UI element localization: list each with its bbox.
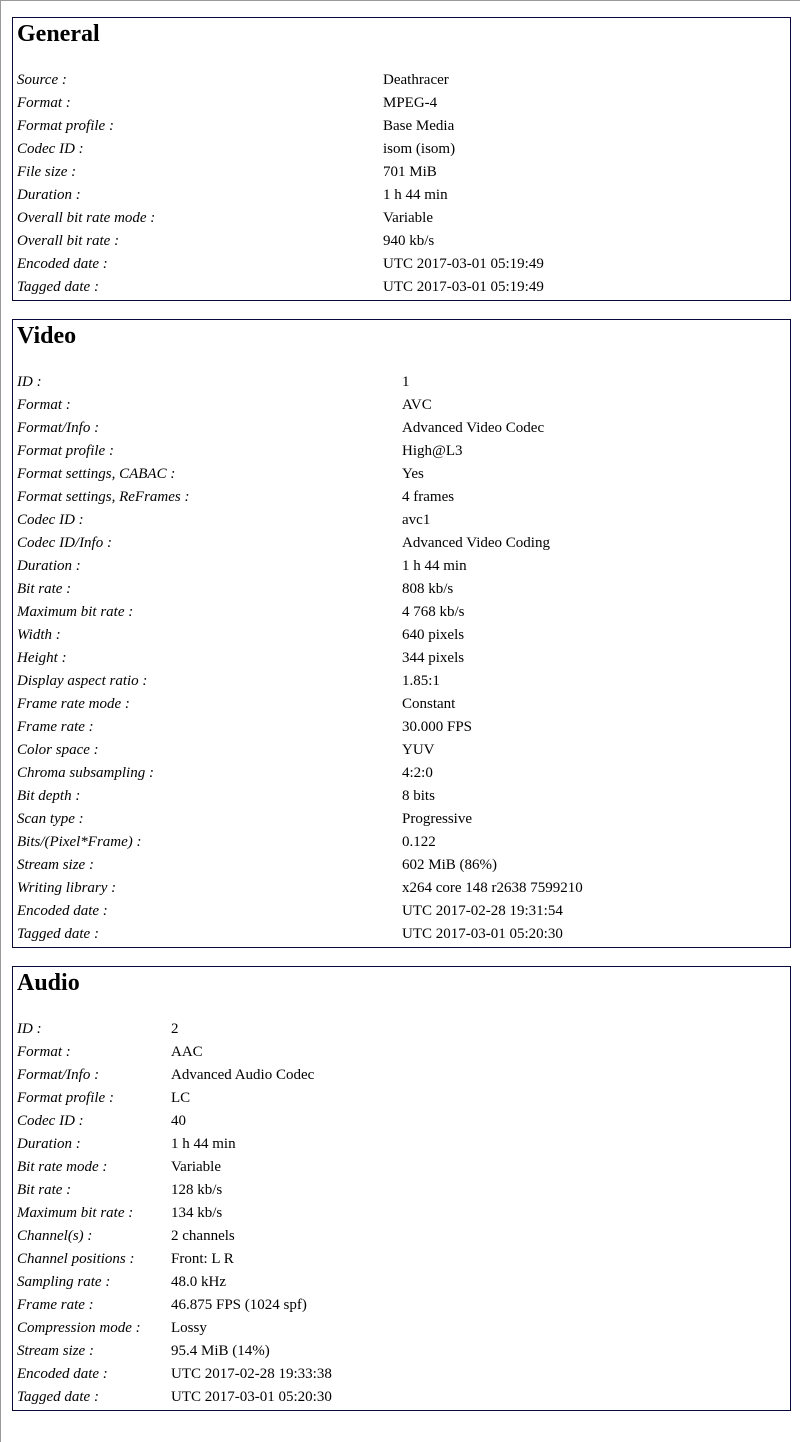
property-value: 4:2:0 [402, 765, 433, 781]
property-label: Codec ID : [17, 512, 84, 528]
property-label: Scan type : [17, 811, 84, 827]
property-label: Format profile : [17, 118, 114, 134]
property-row [17, 161, 786, 184]
property-row [17, 624, 786, 647]
property-value: Constant [402, 696, 456, 712]
property-row [17, 1110, 786, 1133]
property-row [17, 762, 786, 785]
property-value: x264 core 148 r2638 7599210 [402, 880, 583, 896]
property-label: Duration : [17, 187, 81, 203]
property-row [17, 69, 786, 92]
property-list [17, 1018, 786, 1409]
property-label: Channel positions : [17, 1251, 135, 1267]
property-label: Encoded date : [17, 903, 108, 919]
property-value: 1.85:1 [402, 673, 440, 689]
property-row [17, 1363, 786, 1386]
video-section [12, 319, 791, 948]
property-row [17, 670, 786, 693]
property-label: Display aspect ratio : [17, 673, 148, 689]
property-value: AVC [402, 397, 432, 413]
property-label: Maximum bit rate : [17, 1205, 134, 1221]
property-row [17, 900, 786, 923]
property-row [17, 578, 786, 601]
property-value: 640 pixels [402, 627, 465, 643]
property-value: UTC 2017-02-28 19:33:38 [171, 1366, 332, 1382]
property-value: 2 [171, 1021, 179, 1037]
property-row [17, 808, 786, 831]
property-value: 344 pixels [402, 650, 465, 666]
property-value: 95.4 MiB (14%) [171, 1343, 270, 1359]
property-label: ID : [17, 1021, 42, 1037]
property-label: Channel(s) : [17, 1228, 93, 1244]
property-row [17, 923, 786, 946]
property-row [17, 1271, 786, 1294]
property-value: Advanced Video Coding [402, 535, 550, 551]
property-value: UTC 2017-03-01 05:20:30 [402, 926, 563, 942]
property-label: Sampling rate : [17, 1274, 111, 1290]
property-value: 46.875 FPS (1024 spf) [171, 1297, 307, 1313]
property-value: 1 h 44 min [402, 558, 467, 574]
property-label: Color space : [17, 742, 99, 758]
property-row [17, 509, 786, 532]
property-value: UTC 2017-02-28 19:31:54 [402, 903, 563, 919]
property-row [17, 394, 786, 417]
property-label: Source : [17, 72, 67, 88]
property-value: 8 bits [402, 788, 435, 804]
audio-section [12, 966, 791, 1411]
section-title: General [17, 21, 100, 47]
property-row [17, 693, 786, 716]
property-value: 940 kb/s [383, 233, 435, 249]
property-label: Writing library : [17, 880, 117, 896]
property-label: Bit depth : [17, 788, 81, 804]
property-label: Chroma subsampling : [17, 765, 154, 781]
property-label: Format profile : [17, 1090, 114, 1106]
property-value: UTC 2017-03-01 05:20:30 [171, 1389, 332, 1405]
property-value: 128 kb/s [171, 1182, 223, 1198]
property-label: Format/Info : [17, 420, 100, 436]
property-label: Codec ID/Info : [17, 535, 112, 551]
property-row [17, 716, 786, 739]
property-row [17, 184, 786, 207]
property-label: Tagged date : [17, 926, 99, 942]
property-value: AAC [171, 1044, 203, 1060]
property-row [17, 417, 786, 440]
property-label: Frame rate : [17, 1297, 94, 1313]
property-value: 2 channels [171, 1228, 235, 1244]
property-row [17, 371, 786, 394]
property-row [17, 1386, 786, 1409]
property-value: Variable [171, 1159, 221, 1175]
property-label: Frame rate : [17, 719, 94, 735]
property-label: Duration : [17, 1136, 81, 1152]
property-row [17, 1340, 786, 1363]
property-label: Duration : [17, 558, 81, 574]
property-label: Format : [17, 397, 71, 413]
property-value: High@L3 [402, 443, 463, 459]
property-row [17, 854, 786, 877]
property-label: Overall bit rate : [17, 233, 120, 249]
property-label: Codec ID : [17, 141, 84, 157]
property-row [17, 1087, 786, 1110]
property-label: Format : [17, 1044, 71, 1060]
property-row [17, 230, 786, 253]
property-row [17, 486, 786, 509]
property-row [17, 1294, 786, 1317]
property-label: Bit rate : [17, 1182, 72, 1198]
property-list [17, 69, 786, 299]
section-title: Video [17, 323, 77, 349]
property-value: Base Media [383, 118, 455, 134]
property-label: Overall bit rate mode : [17, 210, 156, 226]
property-value: 40 [171, 1113, 186, 1129]
property-row [17, 463, 786, 486]
property-label: Format settings, ReFrames : [17, 489, 190, 505]
property-row [17, 647, 786, 670]
property-value: 701 MiB [383, 164, 437, 180]
property-label: Bit rate : [17, 581, 72, 597]
property-row [17, 601, 786, 624]
property-label: Format/Info : [17, 1067, 100, 1083]
property-row [17, 138, 786, 161]
property-value: 30.000 FPS [402, 719, 473, 735]
property-value: Advanced Audio Codec [171, 1067, 315, 1083]
property-label: Encoded date : [17, 1366, 108, 1382]
property-value: 602 MiB (86%) [402, 857, 497, 873]
property-label: ID : [17, 374, 42, 390]
property-label: Bits/(Pixel*Frame) : [17, 834, 142, 850]
property-row [17, 739, 786, 762]
property-row [17, 785, 786, 808]
property-label: Compression mode : [17, 1320, 141, 1336]
property-row [17, 1064, 786, 1087]
property-value: Lossy [171, 1320, 207, 1336]
property-row [17, 1156, 786, 1179]
property-value: Front: L R [171, 1251, 234, 1267]
property-row [17, 1133, 786, 1156]
property-label: Codec ID : [17, 1113, 84, 1129]
property-label: Format : [17, 95, 71, 111]
property-label: Maximum bit rate : [17, 604, 134, 620]
property-value: 4 frames [402, 489, 455, 505]
property-label: Tagged date : [17, 1389, 99, 1405]
property-row [17, 92, 786, 115]
property-row [17, 555, 786, 578]
property-row [17, 440, 786, 463]
property-value: 1 [402, 374, 410, 390]
property-row [17, 1248, 786, 1271]
property-row [17, 1018, 786, 1041]
property-label: Tagged date : [17, 279, 99, 295]
property-label: Format profile : [17, 443, 114, 459]
property-value: Deathracer [383, 72, 449, 88]
property-value: UTC 2017-03-01 05:19:49 [383, 279, 544, 295]
property-label: Width : [17, 627, 61, 643]
property-value: 1 h 44 min [383, 187, 448, 203]
property-value: 134 kb/s [171, 1205, 223, 1221]
property-value: 48.0 kHz [171, 1274, 226, 1290]
property-row [17, 276, 786, 299]
property-label: Stream size : [17, 857, 94, 873]
property-row [17, 831, 786, 854]
property-label: File size : [17, 164, 77, 180]
property-label: Stream size : [17, 1343, 94, 1359]
property-value: MPEG-4 [383, 95, 438, 111]
property-value: Variable [383, 210, 433, 226]
property-row [17, 532, 786, 555]
property-row [17, 1041, 786, 1064]
property-row [17, 1317, 786, 1340]
property-label: Height : [17, 650, 67, 666]
property-label: Format settings, CABAC : [17, 466, 176, 482]
property-row [17, 1179, 786, 1202]
property-row [17, 115, 786, 138]
property-row [17, 253, 786, 276]
property-value: 4 768 kb/s [402, 604, 465, 620]
property-value: Progressive [402, 811, 472, 827]
property-row [17, 207, 786, 230]
property-value: Yes [402, 466, 424, 482]
property-value: avc1 [402, 512, 431, 528]
property-value: 0.122 [402, 834, 436, 850]
property-value: Advanced Video Codec [402, 420, 545, 436]
property-label: Frame rate mode : [17, 696, 130, 712]
property-label: Encoded date : [17, 256, 108, 272]
property-row [17, 1225, 786, 1248]
section-title: Audio [17, 970, 80, 996]
property-row [17, 877, 786, 900]
property-value: 1 h 44 min [171, 1136, 236, 1152]
property-list [17, 371, 786, 946]
property-label: Bit rate mode : [17, 1159, 108, 1175]
property-value: LC [171, 1090, 191, 1106]
property-value: YUV [402, 742, 435, 758]
property-value: isom (isom) [383, 141, 456, 157]
property-row [17, 1202, 786, 1225]
property-value: 808 kb/s [402, 581, 454, 597]
general-section [12, 17, 791, 301]
property-value: UTC 2017-03-01 05:19:49 [383, 256, 544, 272]
